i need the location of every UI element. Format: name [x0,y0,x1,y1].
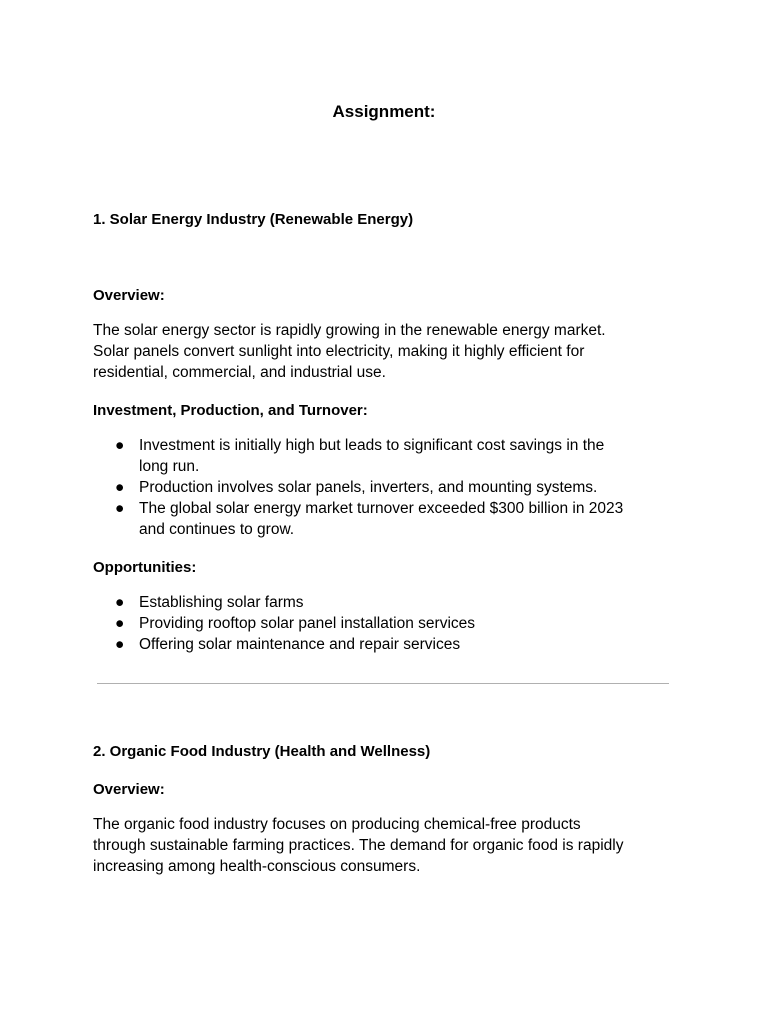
list-item-text: Offering solar maintenance and repair services [139,636,461,653]
list-item [93,592,475,613]
list-item [93,477,623,498]
paragraph-line: The organic food industry focuses on producing chemical-free products [93,816,581,833]
section2-overview-label: Overview: [93,781,165,798]
list-item-text: Providing rooftop solar panel installation services [139,615,476,632]
list-item-text: and continues to grow. [139,521,295,538]
list-item-text: The global solar energy market turnover exceeded $300 billion in 2023 [139,500,624,517]
document-title: Assignment: [332,102,436,121]
investment-list [93,435,623,540]
section2-overview-paragraph [93,814,693,877]
bullet-icon: ● [115,615,125,632]
paragraph-line: The solar energy sector is rapidly growing in the renewable energy market. [93,322,606,339]
bullet-icon: ● [115,437,125,454]
section2-heading: 2. Organic Food Industry (Health and Wellness) [93,743,431,760]
paragraph-line: Solar panels convert sunlight into electricity, making it highly efficient for [93,343,585,360]
list-item [93,435,623,477]
list-item-text: Production involves solar panels, inverters, and mounting systems. [139,479,598,496]
section1-overview-paragraph [93,320,693,383]
paragraph-line: residential, commercial, and industrial use. [93,364,386,381]
section1-investment-label: Investment, Production, and Turnover: [93,402,368,419]
bullet-icon: ● [115,500,125,517]
section1-overview-label: Overview: [93,287,165,304]
bullet-icon: ● [115,594,125,611]
list-item-text: Investment is initially high but leads to significant cost savings in the [139,437,605,454]
list-item-text: Establishing solar farms [139,594,304,611]
section1-opportunities-label: Opportunities: [93,559,197,576]
list-item-text: long run. [139,458,200,475]
list-item [93,498,623,540]
list-item [93,634,475,655]
section1-heading: 1. Solar Energy Industry (Renewable Energy) [93,211,414,228]
paragraph-line: increasing among health-conscious consumers. [93,858,421,875]
bullet-icon: ● [115,636,125,653]
bullet-icon: ● [115,479,125,496]
opportunities-list [93,592,475,655]
section-divider [97,683,669,684]
paragraph-line: through sustainable farming practices. The demand for organic food is rapidly [93,837,624,854]
list-item [93,613,475,634]
